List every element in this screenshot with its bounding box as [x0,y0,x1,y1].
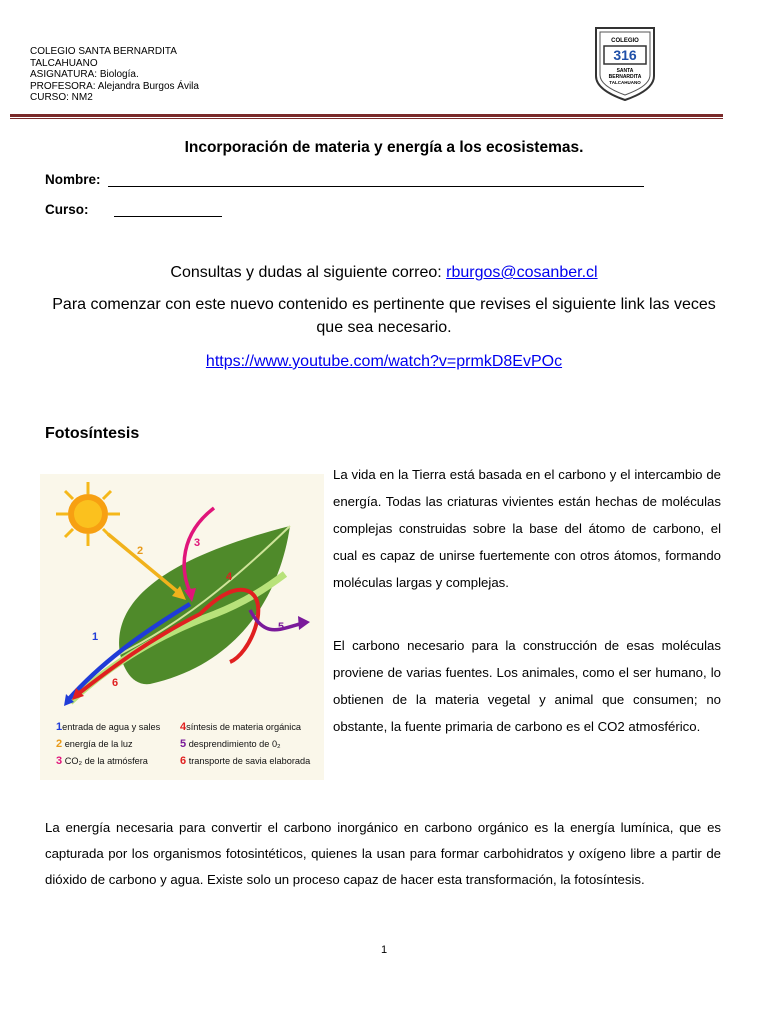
legend-text: entrada de agua y sales [62,722,161,732]
photosynthesis-figure [40,474,324,780]
figure-number-4: 4 [226,571,233,583]
logo-bottom-text: TALCAHUANO [609,80,641,85]
name-blank-line [108,172,644,187]
logo-bottom-text: SANTA [616,68,634,74]
course-blank-line [114,202,222,217]
legend-text: CO₂ de la atmósfera [64,756,148,766]
name-field [45,172,644,187]
logo-top-text: COLEGIO [611,38,639,44]
leaf-diagram [40,474,324,720]
paragraph-carbon-life: La vida en la Tierra está basada en el carbono y el intercambio de energía. Todas las criaturas vivientes están hechas de moléculas complejas construidas sobre la base del átomo de carbono, el cual es capaz de unirse fuertemente con otros átomos, formando moléculas largas y complejas. [333,467,721,590]
document-title: Incorporación de materia y energía a los ecosistemas. [184,139,584,156]
youtube-link[interactable]: https://www.youtube.com/watch?v=prmkD8EvPOc [205,353,563,370]
legend-item [56,737,133,751]
contact-text: Consultas y dudas al siguiente correo: [170,264,447,281]
legend-text: energía de la luz [64,739,133,749]
figure-number-2: 2 [137,545,144,557]
header-line: TALCAHUANO [30,57,98,69]
legend-text: síntesis de materia orgánica [186,722,302,732]
legend-text: desprendimiento de 0₂ [188,739,281,749]
video-link-row [40,350,728,373]
page-number: 1 [380,944,388,956]
figure-number-6: 6 [112,677,119,689]
figure-number-3: 3 [194,537,201,549]
header-line: ASIGNATURA: Biología. [30,69,139,81]
legend-number: 3 [56,755,63,767]
legend-number: 2 [56,738,63,750]
school-header [30,46,199,104]
paragraph-light-energy: La energía necesaria para convertir el carbono inorgánico en carbono orgánico es la energía lumínica, que es capturada por los organismos fotosintéticos, quienes la usan para formar carbohidratos y oxígeno libre a partir de dióxido de carbono y agua. Existe solo un proceso capaz de hacer esta transformación, la fotosíntesis. [45,820,721,887]
legend-item [180,737,281,751]
header-divider-thick [10,114,723,117]
email-link[interactable]: rburgos@cosanber.cl [446,264,598,281]
light-arrow [108,534,178,592]
header-line: PROFESORA: Alejandra Burgos Ávila [30,80,199,92]
section-heading: Fotosíntesis [45,425,140,442]
logo-bottom-text: BERNARDITA [608,74,642,80]
legend-text: transporte de savia elaborada [188,756,311,766]
figure-number-1: 1 [92,631,99,643]
legend-number: 1 [56,721,63,733]
header-line: COLEGIO SANTA BERNARDITA [30,46,177,57]
legend-item [56,720,160,734]
paragraph-carbon-sources: El carbono necesario para la construcción de esas moléculas proviene de varias fuentes. Los animales, como el ser humano, lo obtienen de la materia vegetal y animal que consumen; no obstante, la fuente primaria de carbono es el CO2 atmosférico. [333,638,721,734]
legend-number: 6 [180,755,187,767]
figure-number-5: 5 [278,621,285,633]
header-line: CURSO: NM2 [30,92,93,104]
legend-item [180,720,301,734]
course-field [45,202,222,217]
legend-number: 5 [180,738,187,750]
school-logo [590,24,660,102]
legend-item [56,754,148,768]
contact-line [40,261,728,284]
header-divider-thin [10,118,723,119]
name-label: Nombre: [45,172,101,187]
intro-text: Para comenzar con este nuevo contenido es pertinente que revises el siguiente link las veces que sea necesario. [52,296,716,336]
legend-number: 4 [180,721,187,733]
course-label: Curso: [45,202,89,217]
logo-digits: 316 [613,47,637,63]
legend-item [180,754,310,768]
